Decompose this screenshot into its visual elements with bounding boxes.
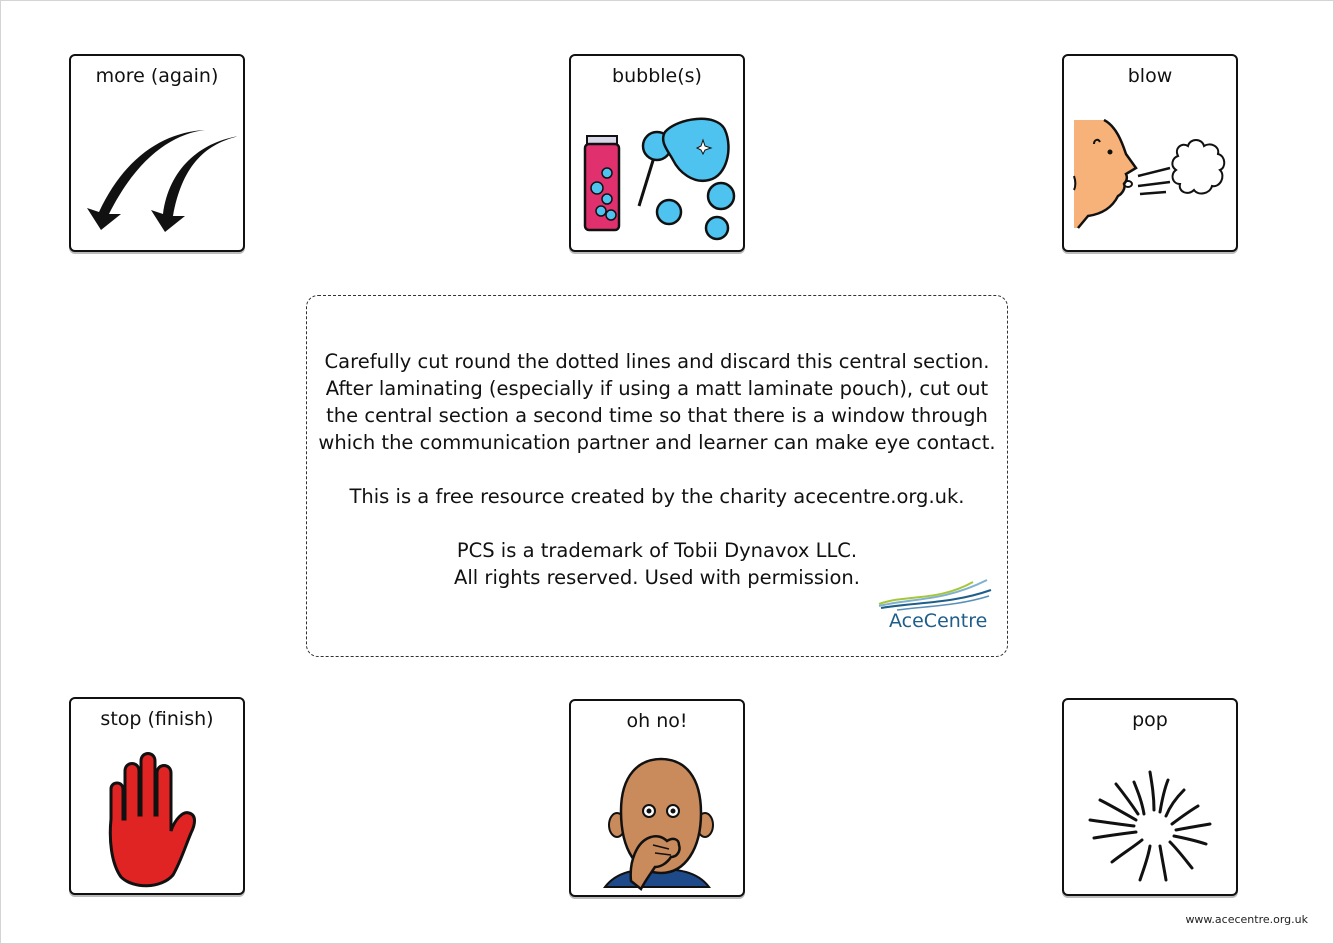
card-ohno[interactable] bbox=[569, 699, 745, 897]
instruction-line: Carefully cut round the dotted lines and discard this central section. bbox=[324, 350, 990, 373]
instruction-line: which the communication partner and learner can make eye contact. bbox=[318, 431, 996, 454]
card-label: blow bbox=[1127, 65, 1173, 87]
card-more[interactable] bbox=[69, 54, 245, 252]
logo-text: AceCentre bbox=[889, 610, 988, 632]
card-pop[interactable] bbox=[1062, 698, 1238, 896]
footer-url[interactable]: www.acecentre.org.uk bbox=[1185, 913, 1308, 926]
card-blow[interactable] bbox=[1062, 54, 1238, 252]
bubbles-icon bbox=[577, 96, 737, 246]
card-bubble[interactable] bbox=[569, 54, 745, 252]
red-hand-icon bbox=[77, 739, 237, 889]
card-label: more (again) bbox=[95, 65, 219, 87]
instruction-line: After laminating (especially if using a matt laminate pouch), cut out bbox=[325, 377, 989, 400]
curved-arrows-icon bbox=[77, 96, 237, 246]
cut-out-central-section bbox=[306, 295, 1008, 657]
card-label: pop bbox=[1132, 709, 1168, 731]
trademark-line: All rights reserved. Used with permission. bbox=[454, 566, 860, 589]
instruction-line: the central section a second time so that there is a window through bbox=[326, 404, 988, 427]
card-stop[interactable] bbox=[69, 697, 245, 895]
card-label: stop (finish) bbox=[100, 708, 214, 730]
card-label: bubble(s) bbox=[612, 65, 702, 87]
resource-note: This is a free resource created by the charity acecentre.org.uk. bbox=[349, 485, 965, 508]
instructions-text bbox=[307, 348, 1007, 591]
trademark-line: PCS is a trademark of Tobii Dynavox LLC. bbox=[456, 539, 858, 562]
logo-waves-icon bbox=[877, 576, 997, 612]
surprised-person-icon bbox=[577, 741, 737, 891]
blowing-face-icon bbox=[1070, 96, 1230, 246]
card-label: oh no! bbox=[626, 710, 688, 732]
acecentre-logo bbox=[877, 576, 997, 636]
burst-icon bbox=[1070, 740, 1230, 890]
